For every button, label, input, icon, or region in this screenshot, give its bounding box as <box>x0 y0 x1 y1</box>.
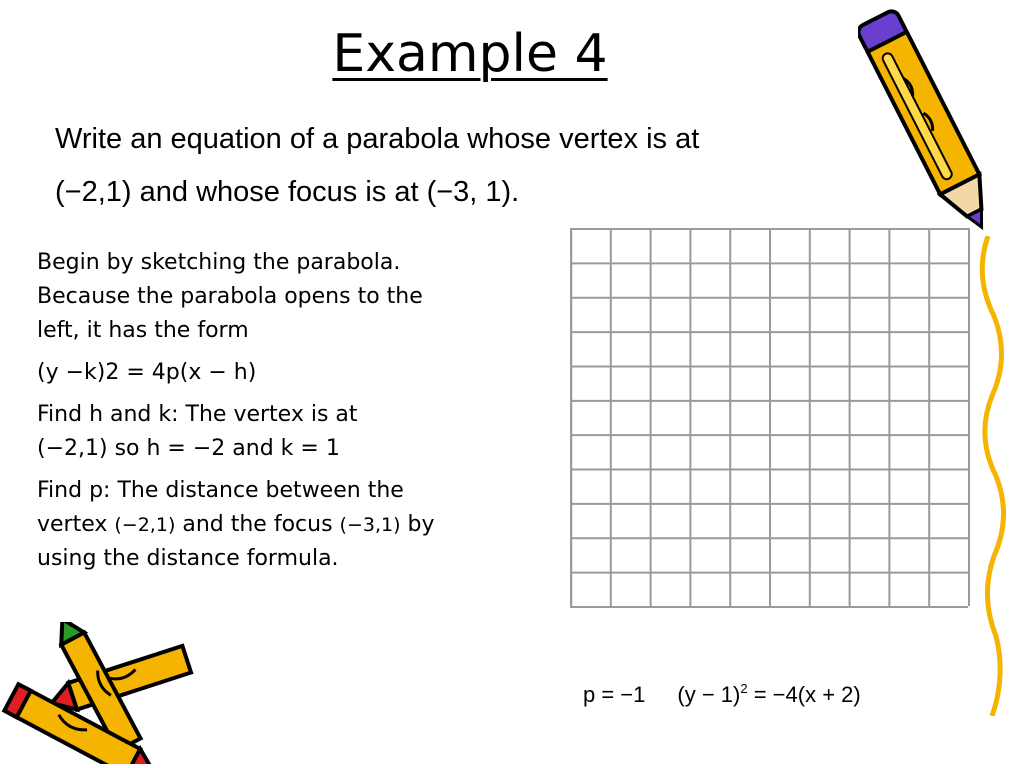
sketch-line-2: Because the parabola opens to the <box>37 284 423 309</box>
p-value: p = −1 <box>583 682 646 707</box>
find-p-line-3: using the distance formula. <box>37 546 339 571</box>
problem-statement <box>55 113 875 219</box>
crayons-icon <box>0 622 210 764</box>
standard-form: (y −k)2 = 4p(x − h) <box>37 360 257 385</box>
find-p-text-e: by <box>400 512 435 537</box>
find-p-text-a: vertex <box>37 512 115 537</box>
find-h-k-line-1: Find h and k: The vertex is at <box>37 402 358 427</box>
find-h-k-line-2: (−2,1) so h = −2 and k = 1 <box>37 436 340 461</box>
graph-grid <box>570 228 970 608</box>
focus-coordinates: (−3,1) <box>339 514 401 536</box>
find-p-line-1: Find p: The distance between the <box>37 478 404 503</box>
vertex-coordinates: (−2,1) <box>114 514 176 536</box>
wavy-border <box>966 236 1006 716</box>
find-p-line-2 <box>37 508 537 542</box>
solution-steps <box>37 246 537 584</box>
problem-line-2: (−2,1) and whose focus is at (−3, 1). <box>55 176 520 208</box>
find-h-k-paragraph <box>37 398 537 466</box>
sketch-paragraph <box>37 246 537 348</box>
slide-title: Example 4 <box>332 24 608 84</box>
sketch-line-3: left, it has the form <box>37 318 249 343</box>
find-p-text-c: and the focus <box>175 512 340 537</box>
pencil-icon <box>858 2 1004 244</box>
find-p-paragraph <box>37 474 537 576</box>
equation-right: = −4(x + 2) <box>747 682 861 707</box>
equation-exponent: 2 <box>740 681 748 696</box>
equation-left: (y − 1) <box>677 682 741 707</box>
answer-line <box>583 672 861 712</box>
problem-line-1: Write an equation of a parabola whose vertex is at <box>55 123 700 155</box>
sketch-line-1: Begin by sketching the parabola. <box>37 250 401 275</box>
